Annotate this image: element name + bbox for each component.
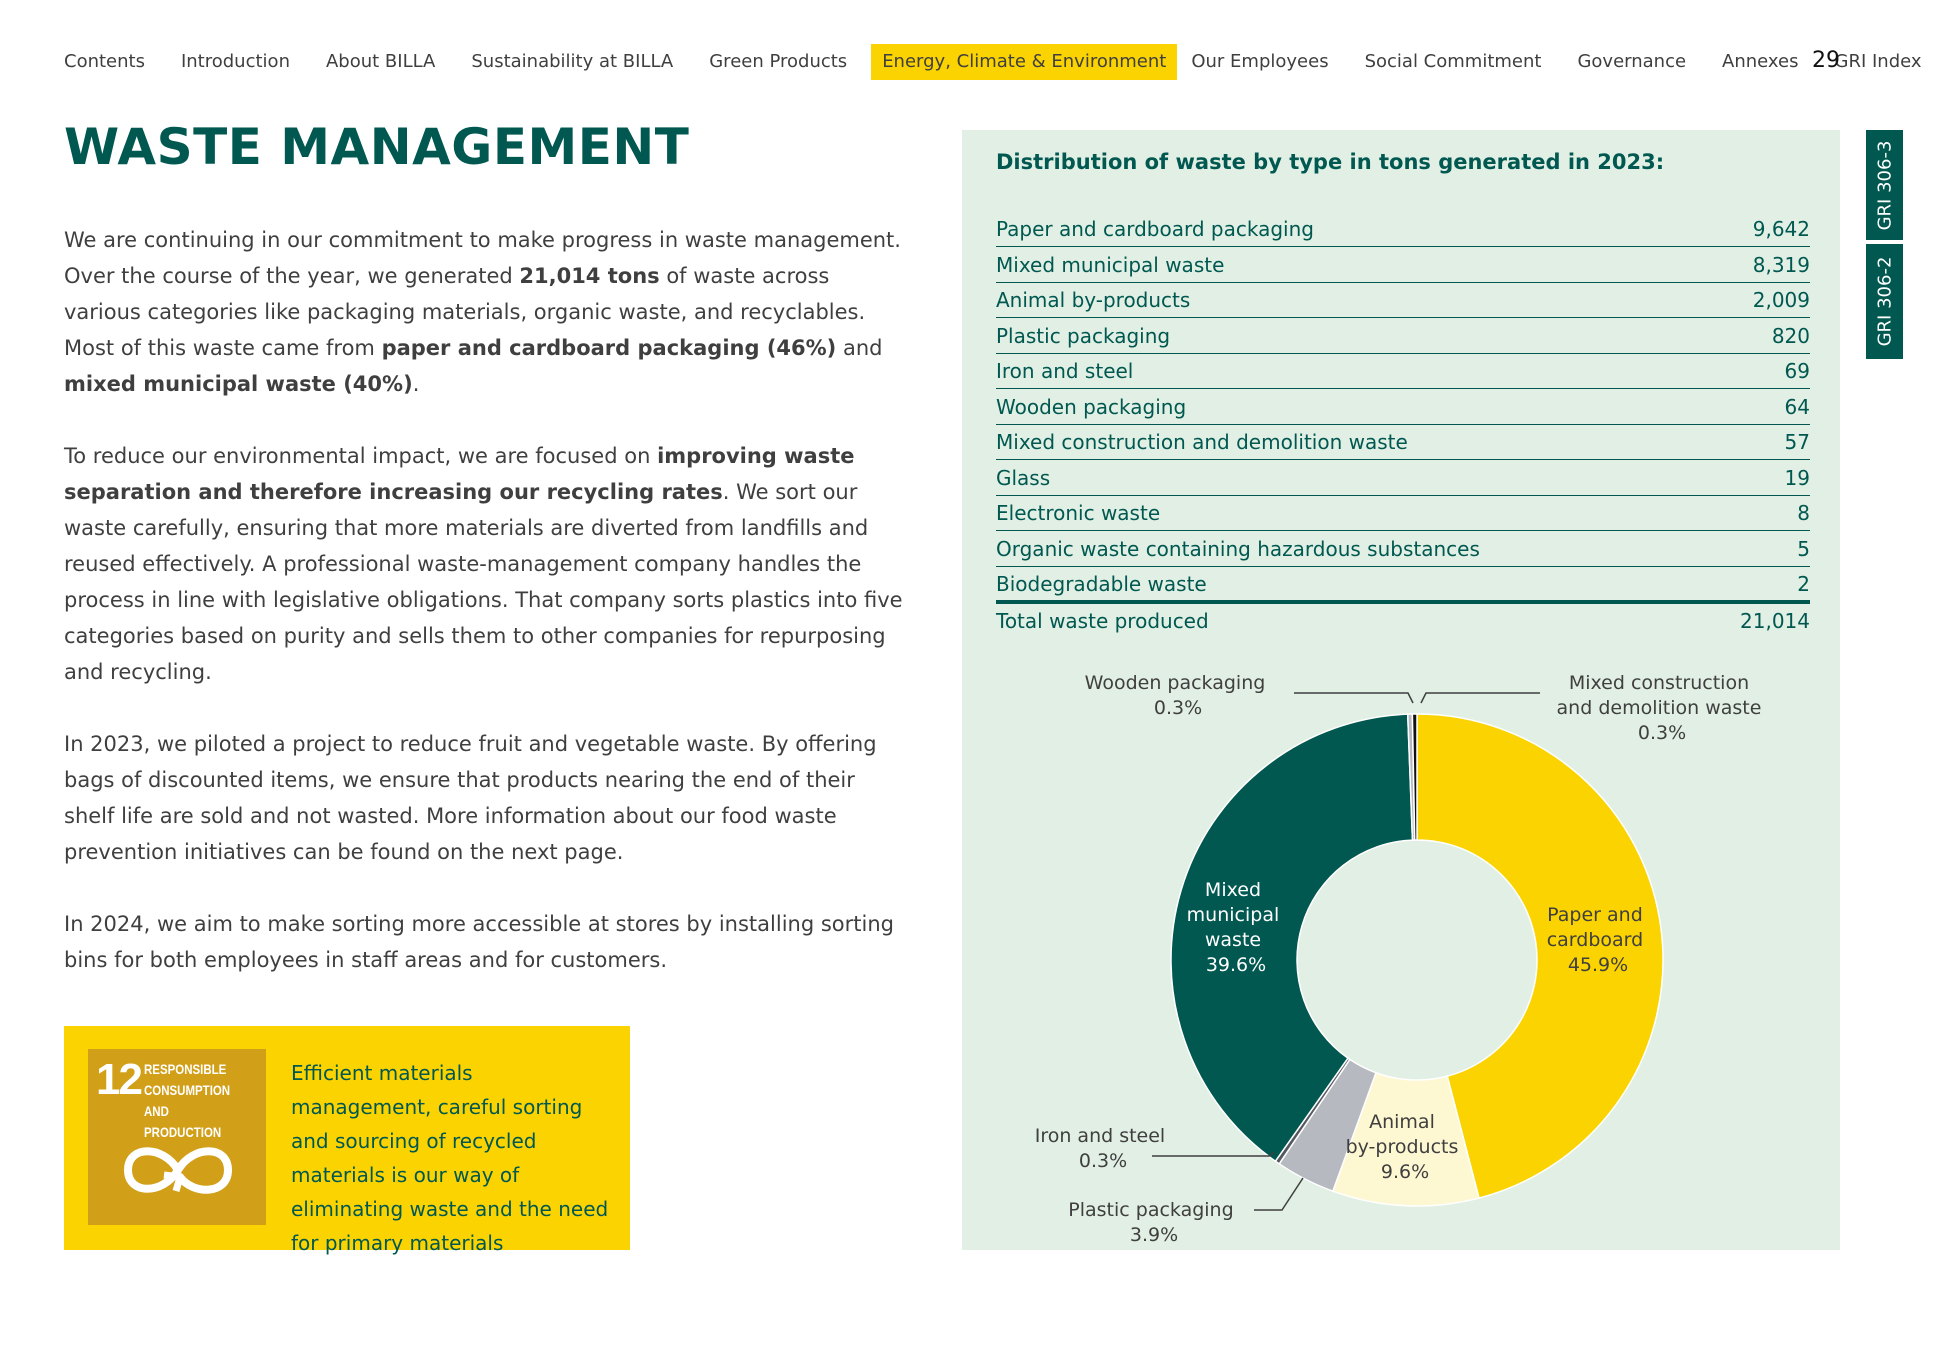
sdg-12-tile: [88, 1049, 266, 1225]
row-label: Mixed municipal waste: [996, 252, 1225, 277]
table-row: [996, 354, 1810, 389]
nav-green-products[interactable]: Green Products: [709, 51, 848, 72]
label-animal-byproducts: Animal by-products 9.6%: [1345, 1111, 1459, 1183]
row-label: Organic waste containing hazardous substances: [996, 536, 1480, 561]
row-label: Electronic waste: [996, 501, 1161, 525]
body-text: [64, 222, 904, 1014]
total-label: Total waste produced: [996, 608, 1209, 633]
nav-gri-index[interactable]: GRI Index: [1834, 51, 1922, 72]
leader-line-iron: [1152, 1152, 1274, 1156]
table-row: [996, 496, 1810, 531]
table-row: [996, 390, 1810, 425]
gri-306-3-tab[interactable]: GRI 306-3: [1866, 130, 1903, 240]
table-row: [996, 461, 1810, 496]
row-label: Animal by-products: [996, 288, 1191, 312]
nav-about-billa[interactable]: About BILLA: [325, 51, 436, 72]
table-row: [996, 212, 1810, 247]
row-label: Glass: [996, 465, 1051, 490]
nav-contents[interactable]: Contents: [64, 51, 145, 72]
label-wooden: Wooden packaging 0.3%: [1084, 672, 1266, 719]
top-navigation: [64, 44, 1958, 80]
infinity-loop-icon: [118, 1135, 238, 1205]
total-row: [996, 600, 1810, 638]
sdg-statement: Efficient materials management, careful sorting and sourcing of recycled materials is our way of eliminating waste and the need for primary materials: [291, 1061, 609, 1255]
row-value: 8: [1797, 501, 1810, 525]
row-value: 8,319: [1752, 252, 1810, 277]
row-label: Wooden packaging: [996, 394, 1187, 419]
table-row: [996, 425, 1810, 460]
paragraph-3: In 2023, we piloted a project to reduce fruit and vegetable waste. By offering bags of discounted items, we ensure that products nearing the end of their shelf life are sold and not wasted. More information about our food waste prevention initiatives can be found on the next page.: [64, 732, 877, 864]
label-mixed-municipal: Mixed municipal waste 39.6%: [1186, 879, 1280, 976]
nav-social-commitment[interactable]: Social Commitment: [1364, 51, 1542, 72]
nav-our-employees[interactable]: Our Employees: [1191, 51, 1329, 72]
paragraph-1: We are continuing in our commitment to make progress in waste management. Over the course of the year, we generated 21,014 tons of waste across various categories like packaging materials, organic waste, and recyclables. Most of this waste came from paper and cardboard packaging (46%) and mixed municipal waste (40%).: [64, 228, 901, 396]
label-iron-steel: Iron and steel 0.3%: [1034, 1125, 1166, 1172]
nav-energy-climate-environment[interactable]: Energy, Climate & Environment: [871, 44, 1177, 80]
row-value: 9,642: [1752, 217, 1810, 241]
sdg-number: 12: [96, 1055, 141, 1104]
label-paper-cardboard: Paper and cardboard 45.9%: [1546, 904, 1644, 976]
row-value: 2: [1797, 572, 1810, 596]
nav-governance[interactable]: Governance: [1577, 51, 1687, 72]
row-value: 64: [1784, 394, 1810, 419]
nav-introduction[interactable]: Introduction: [180, 51, 290, 72]
paragraph-4: In 2024, we aim to make sorting more accessible at stores by installing sorting bins for both employees in staff areas and for customers.: [64, 912, 894, 972]
row-label: Plastic packaging: [996, 323, 1171, 348]
row-value: 2,009: [1752, 288, 1810, 312]
page-number: 29: [1812, 48, 1840, 73]
leader-line-construction: [1421, 693, 1540, 703]
page-title: WASTE MANAGEMENT: [64, 118, 690, 176]
row-label: Paper and cardboard packaging: [996, 217, 1314, 241]
table-row: [996, 319, 1810, 354]
waste-table: [996, 212, 1810, 638]
row-label: Mixed construction and demolition waste: [996, 430, 1408, 454]
waste-donut-chart: [962, 660, 1840, 1260]
panel-title: Distribution of waste by type in tons generated in 2023:: [996, 150, 1665, 174]
sdg-label: RESPONSIBLE CONSUMPTION AND PRODUCTION: [144, 1061, 231, 1140]
sdg-callout: [64, 1026, 630, 1255]
row-value: 57: [1784, 430, 1810, 454]
gri-306-2-tab[interactable]: GRI 306-2: [1866, 244, 1903, 359]
label-plastic-packaging: Plastic packaging 3.9%: [1068, 1199, 1234, 1246]
table-row: [996, 532, 1810, 567]
row-value: 820: [1771, 323, 1810, 348]
row-value: 69: [1784, 359, 1810, 383]
nav-sustainability[interactable]: Sustainability at BILLA: [471, 51, 674, 72]
row-value: 5: [1797, 536, 1810, 561]
table-row: [996, 283, 1810, 318]
row-value: 19: [1784, 465, 1810, 490]
row-label: Iron and steel: [996, 359, 1134, 383]
table-row: [996, 248, 1810, 283]
row-label: Biodegradable waste: [996, 572, 1207, 596]
leader-line-plastic: [1254, 1178, 1303, 1210]
label-construction: Mixed construction and demolition waste 0.3%: [1556, 672, 1762, 744]
nav-annexes[interactable]: Annexes: [1722, 51, 1799, 72]
total-value: 21,014: [1740, 608, 1810, 633]
leader-line-wooden: [1294, 693, 1413, 703]
table-row: [996, 567, 1810, 602]
paragraph-2: To reduce our environmental impact, we are focused on improving waste separation and therefore increasing our recycling rates. We sort our waste carefully, ensuring that more materials are diverted from landfills and reused effectively. A professional waste-management company handles the process in line with legislative obligations. That company sorts plastics into five categories based on purity and sells them to other companies for repurposing and recycling.: [64, 444, 903, 684]
